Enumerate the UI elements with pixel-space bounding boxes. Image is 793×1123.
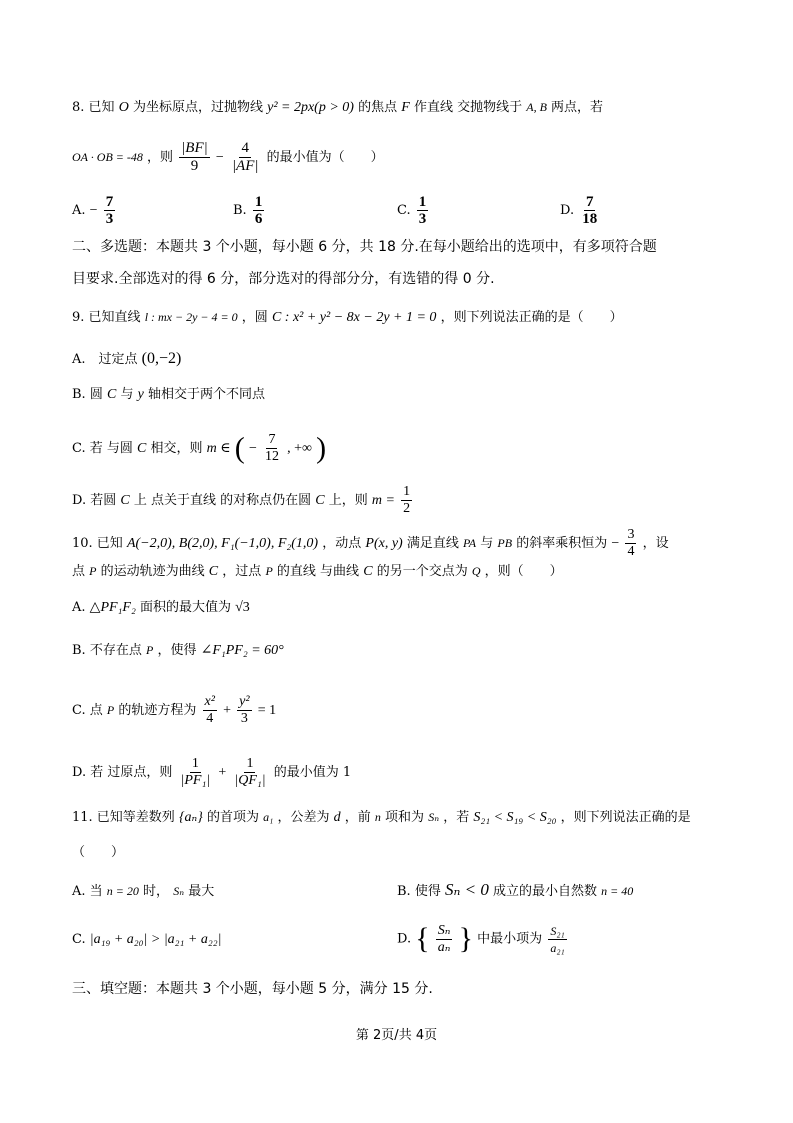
numerator: 1 [191,756,199,771]
text: 轴相交于两个不同点 [147,387,265,402]
fraction [401,484,412,517]
text: 9. 已知直线 [72,310,141,325]
math-minus: − [611,536,620,551]
q9-option-b [72,386,265,404]
math-Q: Q [471,564,481,578]
fraction [263,432,281,465]
numerator: x² [204,694,215,709]
math-n: n [374,810,381,824]
text: 作直线 交抛物线于 [413,100,523,115]
math-C: C [208,564,219,579]
math-angle: ∠F₁PF₂ = 60° [200,643,284,658]
math-equals-one: = 1 [257,703,277,718]
q8-option-d [560,194,601,227]
math-C: C [363,564,373,579]
section2-line2: 目要求.全部选对的得 6 分，部分选对的得部分分，有选错的得 0 分. [72,271,495,287]
denominator: 4 [627,544,635,559]
math-brace: { [415,922,430,955]
text: C. 若 与圆 [72,441,133,456]
math-abs-inequality: |a₁₉ + a₂₀| > |a₂₁ + a₂₂| [89,932,222,947]
q9-stem [72,308,623,327]
text: 的直线 与曲线 [276,564,360,579]
text: ，则下列说法正确的是（ ） [440,310,623,325]
q8-option-c [397,194,430,227]
math-paren: ( [234,431,245,465]
text: 时， [143,884,170,899]
text: A. 过定点 [72,352,138,367]
q11-stem-line1 [72,808,691,827]
q11-option-c [72,932,221,948]
option-label: D. [560,203,575,218]
numerator: 7 [268,432,276,447]
text: 11. 已知等差数列 [72,810,175,825]
text: ，使得 [157,643,197,658]
math-Sn-lt-0: Sₙ < 0 [444,880,489,899]
math-plus: + [218,765,227,780]
q11-stem-line2: （ ） [72,845,125,860]
denominator: aₙ [437,939,451,955]
math-PB: PB [497,536,513,550]
math-brace: } [458,922,474,955]
text: 的首项为 [206,810,259,825]
denominator: 6 [254,211,263,227]
option-fraction [417,194,429,227]
text: 最大 [188,884,215,899]
text: 相交，则 [150,441,203,456]
option-fraction [104,194,116,227]
q10-option-b [72,641,284,660]
text: 的最小值为 1 [273,765,352,780]
text: ，则（ ） [484,564,563,579]
fraction [232,756,267,789]
text: ，设 [642,536,669,551]
math-P: P(x, y) [365,536,403,551]
text: 中最小项为 [477,931,543,947]
text: B. 不存在点 [72,643,142,658]
math-inequality: S₂₁ < S₁₉ < S₂₀ [473,810,557,825]
math-minus: − [215,150,224,165]
denominator: 3 [240,711,248,726]
math-AB: A, B [526,100,547,114]
math-point: (0,−2) [141,350,182,367]
math-d: d [333,810,341,825]
text: 的焦点 [358,100,398,115]
q8-option-b [233,194,266,227]
math-parabola: y² = 2px(p > 0) [267,100,354,115]
text: 满足直线 [406,536,459,551]
fraction-bf [179,140,210,175]
text: D. [397,931,412,947]
q9-option-d [72,484,414,517]
denominator: 4 [206,711,214,726]
q11-option-d [397,922,569,956]
option-label: A. [72,203,86,218]
option-label: C. [397,203,411,218]
text: 两点，若 [551,100,604,115]
math-interval-end: , +∞ [287,441,313,456]
q9-option-a [72,350,181,369]
numerator: |BF| [181,140,208,156]
text: D. 若 过原点，则 [72,765,173,780]
math-O: O [118,100,129,115]
numerator: 1 [254,194,263,210]
q8-stem-line1 [72,98,603,117]
numerator: 1 [403,484,411,499]
math-PA: PA [463,536,477,550]
math-C: C [137,441,147,456]
option-label: B. [233,203,247,218]
numerator: 7 [105,194,114,210]
text: 成立的最小自然数 [492,884,597,899]
fraction [436,923,453,956]
denominator: a₂₁ [550,940,565,955]
numerator: 7 [585,194,594,210]
section3-heading: 三、填空题：本题共 3 个小题，每小题 5 分，满分 15 分. [72,981,433,997]
page-footer: 第 2页/共 4页 [355,1028,438,1043]
denominator: 3 [418,211,427,227]
q8-option-a [72,194,117,227]
fraction [179,756,213,789]
fraction-af [230,140,261,175]
text: 面积的最大值为 [139,600,231,615]
text: C. [72,932,86,947]
fraction [625,527,636,560]
text: ，则 [147,150,174,165]
q10-option-a [72,599,250,617]
text: 10. 已知 [72,536,123,551]
numerator: 4 [241,140,249,156]
math-sign: − [89,203,98,218]
math-P: P [265,564,273,578]
text: 8. 已知 [72,100,115,115]
text: 上，则 [328,493,368,508]
text: ，公差为 [277,810,330,825]
text: ，若 [443,810,470,825]
math-triangle: △PF₁F₂ [89,600,136,615]
section2-line1: 二、多选题：本题共 3 个小题，每小题 6 分，共 18 分.在每小题给出的选项中，有多项符合题 [72,239,657,255]
option-fraction [580,194,599,227]
text: 的斜率乘积恒为 [516,536,608,551]
text: ，过点 [222,564,262,579]
math-sequence: {aₙ} [178,810,203,825]
text: 的另一个交点为 [376,564,468,579]
text: 的最小值为（ ） [266,150,384,165]
math-P: P [89,564,97,578]
math-circle-C: C : x² + y² − 8x − 2y + 1 = 0 [271,310,437,325]
numerator: 1 [246,756,254,771]
denominator: 18 [582,211,598,227]
math-C: C [120,493,130,508]
text: 点 [72,564,86,579]
denominator: |AF| [231,158,259,174]
denominator: |QF₁| [234,773,266,788]
text: B. 使得 [397,884,441,899]
numerator: 3 [627,527,635,542]
math-P: P [106,703,115,717]
numerator: Sₙ [437,922,451,938]
q8-stem-line2 [72,140,384,175]
option-fraction [253,194,265,227]
q9-option-c [72,432,326,465]
math-points: A(−2,0), B(2,0), F₁(−1,0), F₂(1,0) [126,536,319,551]
fraction [237,694,251,727]
text: 的轨迹方程为 [118,703,197,718]
math-C: C [106,387,117,402]
fraction [548,923,566,956]
math-Sn: Sₙ [173,884,185,898]
math-line-l: l : mx − 2y − 4 = 0 [144,310,238,324]
q10-option-c [72,694,276,727]
math-paren: ) [316,431,327,465]
text: C. 点 [72,703,103,718]
text: ，则下列说法正确的是 [560,810,691,825]
q10-stem-line1 [72,527,669,560]
q10-stem-line2 [72,562,563,581]
denominator: 2 [403,501,411,516]
q11-option-b [397,880,633,900]
math-C: C [315,493,325,508]
text: B. 圆 [72,387,103,402]
text: A. [72,600,86,615]
text: 与 [480,536,494,551]
q10-option-d [72,756,351,789]
denominator: |PF₁| [180,773,211,788]
math-P: P [145,643,154,657]
text: D. 若圆 [72,493,117,508]
math-minus: − [248,441,257,456]
text: 项和为 [385,810,425,825]
q11-option-a [72,880,214,899]
text: A. 当 [72,884,103,899]
math-F: F [401,100,410,115]
denominator: 3 [105,211,114,227]
math-a1: a₁ [263,810,274,824]
text: 为坐标原点，过抛物线 [132,100,263,115]
math-n20: n = 20 [106,884,139,898]
math-plus: + [223,703,231,718]
text: 上 点关于直线 的对称点仍在圆 [133,493,312,508]
numerator: 1 [418,194,427,210]
fraction [203,694,217,727]
text: ，圆 [241,310,268,325]
math-sqrt3: √3 [235,600,250,615]
denominator: 9 [190,158,199,174]
text: ，动点 [322,536,362,551]
math-m-eq: m = [371,493,395,508]
text: 与 [120,387,134,402]
math-Sn: Sₙ [428,810,440,824]
math-m-in: m ∈ [206,441,231,456]
denominator: 12 [264,449,279,464]
math-y: y [137,387,144,402]
text: 的运动轨迹为曲线 [100,564,205,579]
numerator: y² [239,694,250,709]
math-n40: n = 40 [601,884,634,898]
math-dot-product: OA · OB = -48 [72,150,143,164]
numerator: S₂₁ [550,923,565,938]
text: ，前 [344,810,371,825]
